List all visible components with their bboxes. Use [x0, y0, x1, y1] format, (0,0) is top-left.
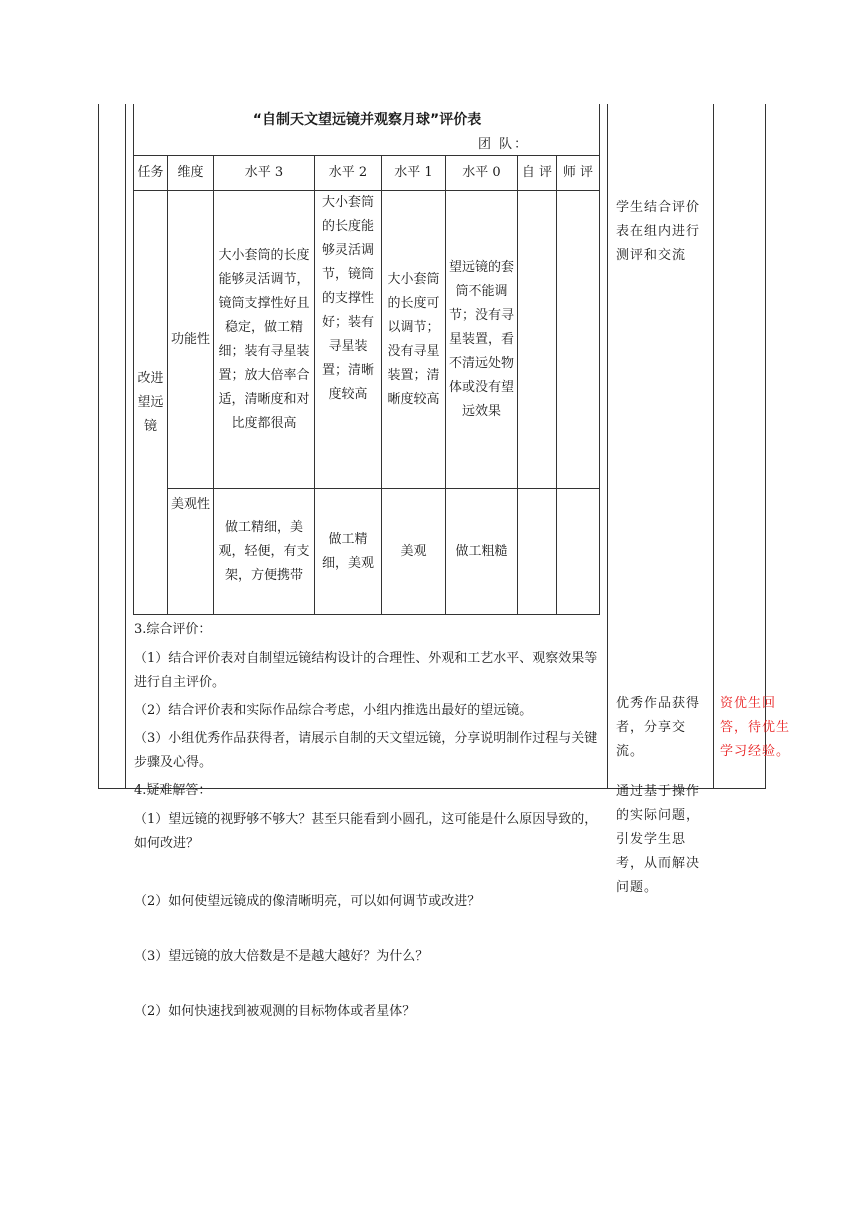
frame-teacher-col-line — [713, 104, 714, 788]
student-note-evaluation: 学生结合评价表在组内进行测评和交流 — [616, 200, 701, 263]
level-3-cell: 做工精细，美观，轻便，有支架，方便携带 — [214, 489, 315, 615]
section-3-title: 3.综合评价： — [134, 622, 212, 637]
section-3-item: （2）结合评价表和实际作品综合考虑，小组内推选出最好的望远镜。 — [134, 703, 533, 718]
header-level-2: 水平 2 — [315, 156, 382, 191]
dimension-cell: 功能性 — [168, 191, 214, 489]
frame-student-col-line — [607, 104, 608, 788]
teacher-eval-cell — [557, 191, 600, 489]
self-eval-cell — [518, 191, 557, 489]
frame-left-line — [98, 104, 99, 788]
header-level-1: 水平 1 — [382, 156, 446, 191]
team-label: 团 队： — [478, 137, 530, 152]
level-1-cell: 大小套筒的长度可以调节；没有寻星装置；清晰度较高 — [382, 191, 446, 489]
student-note-share: 优秀作品获得者，分享交流。 — [616, 696, 701, 759]
eval-box-right-line — [599, 104, 600, 156]
table-row — [134, 489, 600, 615]
eval-table-title: “自制天文望远镜并观察月球”评价表 — [252, 112, 482, 128]
table-header-row — [134, 156, 600, 191]
section-4-item: （1）望远镜的视野够不够大？甚至只能看到小圆孔，这可能是什么原因导致的，如何改进？ — [134, 812, 598, 851]
frame-right-line — [765, 104, 766, 788]
section-3-item: （3）小组优秀作品获得者，请展示自制的天文望远镜，分享说明制作过程与关键步骤及心得。 — [134, 731, 598, 770]
header-dimension: 维度 — [168, 156, 214, 191]
section-4-item: （2）如何使望远镜成的像清晰明亮，可以如何调节或改进？ — [134, 894, 481, 909]
level-1-cell: 美观 — [382, 489, 446, 615]
header-level-3: 水平 3 — [214, 156, 315, 191]
evaluation-table — [133, 155, 600, 615]
teacher-note: 资优生回答，待优生学习经验。 — [720, 696, 791, 759]
level-2-cell: 做工精细，美观 — [315, 489, 382, 615]
level-0-cell: 望远镜的套筒不能调节；没有寻星装置，看不清远处物体或没有望远效果 — [446, 191, 518, 489]
frame-inner-left-line — [125, 104, 126, 788]
section-3-item: （1）结合评价表对自制望远镜结构设计的合理性、外观和工艺水平、观察效果等进行自主评价。 — [134, 651, 598, 690]
eval-box-left-line — [133, 104, 134, 156]
student-note-question: 通过基于操作的实际问题，引发学生思考，从而解决问题。 — [616, 784, 701, 895]
self-eval-cell — [518, 489, 557, 615]
teacher-eval-cell — [557, 489, 600, 615]
level-0-cell: 做工粗糙 — [446, 489, 518, 615]
dimension-cell: 美观性 — [168, 489, 214, 615]
level-2-cell: 大小套筒的长度能够灵活调节，镜筒的支撑性好；装有寻星装置；清晰度较高 — [315, 191, 382, 489]
section-4-title: 4.疑难解答： — [134, 783, 212, 798]
level-3-cell: 大小套筒的长度能够灵活调节，镜筒支撑性好且稳定，做工精细；装有寻星装置；放大倍率合适，清晰度和对比度都很高 — [214, 191, 315, 489]
section-4-item: （3）望远镜的放大倍数是不是越大越好？为什么？ — [134, 949, 429, 964]
header-task: 任务 — [134, 156, 168, 191]
task-cell: 改进望远镜 — [134, 191, 168, 615]
header-teacher-eval: 师 评 — [557, 156, 600, 191]
header-self-eval: 自 评 — [518, 156, 557, 191]
table-row — [134, 191, 600, 489]
section-4-item: （2）如何快速找到被观测的目标物体或者星体？ — [134, 1004, 416, 1019]
header-level-0: 水平 0 — [446, 156, 518, 191]
